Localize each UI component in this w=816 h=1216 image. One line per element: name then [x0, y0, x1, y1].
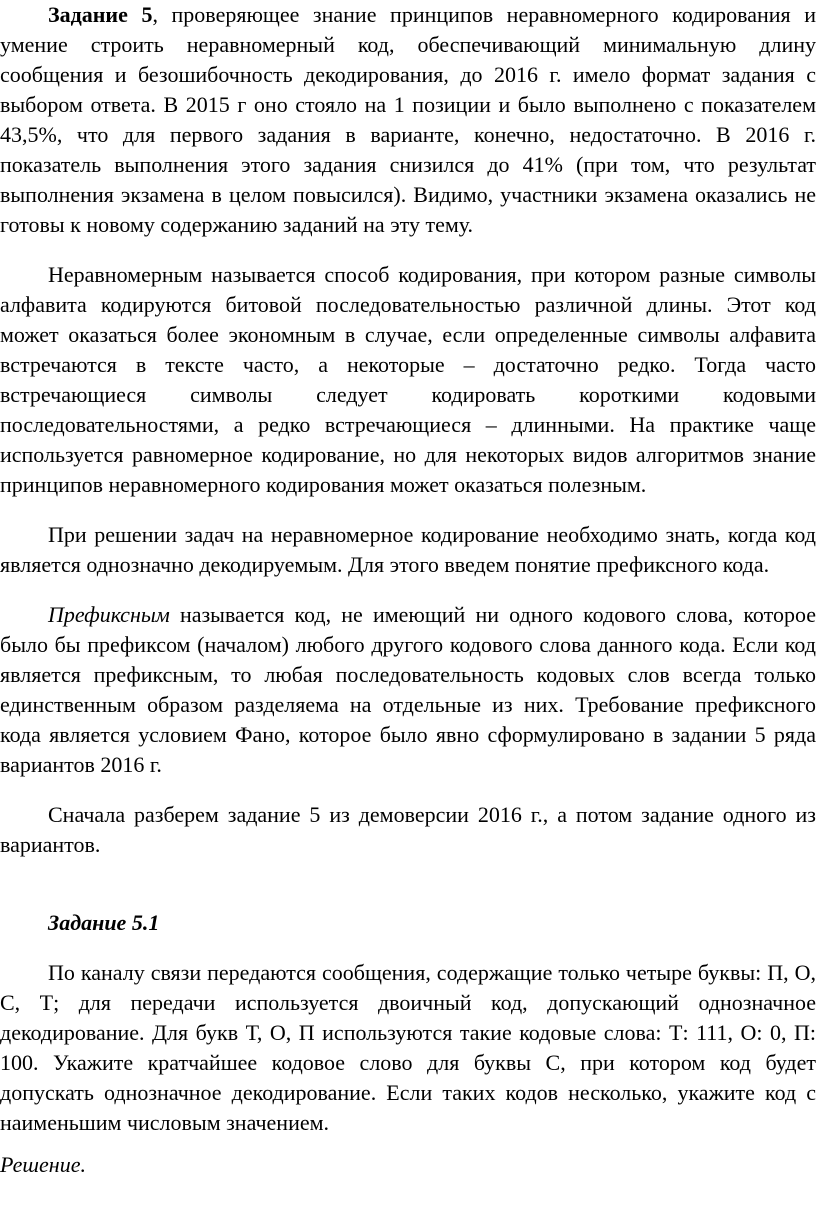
- prefix-term: Префиксным: [48, 602, 170, 627]
- paragraph-plan: Сначала разберем задание 5 из демоверсии 2016 г., а потом задание одного из вариантов.: [0, 802, 816, 857]
- paragraph-intro: [0, 0, 816, 240]
- task-label: Задание 5: [48, 2, 153, 27]
- paragraph-definition: Неравномерным называется способ кодирования, при котором разные символы алфавита кодируются битовой последовательностью различной длины. Этот код может оказаться более экономным в случае, если определенные символы алфавита встречаются в тексте часто, а некоторые – достаточно редко. Тогда часто встречающиеся символы следует кодировать короткими кодовыми последовательностями, а редко встречающиеся – длинными. На практике чаще используется равномерное кодирование, но для некоторых видов алгоритмов знание принципов неравномерного кодирования может оказаться полезным.: [0, 262, 816, 497]
- paragraph-task-statement: По каналу связи передаются сообщения, содержащие только четыре буквы: П, О, С, Т; для передачи используется двоичный код, допускающий однозначное декодирование. Для букв Т, О, П используются такие кодовые слова: Т: 111, О: 0, П: 100. Укажите кратчайшее кодовое слово для буквы С, при котором код будет допускать однозначное декодирование. Если таких кодов несколько, укажите код с наименьшим числовым значением.: [0, 960, 816, 1135]
- paragraph-decoding: При решении задач на неравномерное кодирование необходимо знать, когда код является однозначно декодируемым. Для этого введем понятие префиксного кода.: [0, 522, 816, 577]
- paragraph-intro-text: , проверяющее знание принципов неравномерного кодирования и умение строить неравномерный код, обеспечивающий минимальную длину сообщения и безошибочность декодирования, до 2016 г. имело формат задания с выбором ответа. В 2015 г оно стояло на 1 позиции и было выполнено с показателем 43,5%, что для первого задания в варианте, конечно, недостаточно. В 2016 г. показатель выполнения этого задания снизился до 41% (при том, что результат выполнения экзамена в целом повысился). Видимо, участники экзамена оказались не готовы к новому содержанию заданий на эту тему.: [0, 2, 816, 237]
- task-heading: Задание 5.1: [48, 910, 160, 935]
- paragraph-prefix-code: [0, 600, 816, 780]
- paragraph-prefix-code-text: называется код, не имеющий ни одного кодового слова, которое было бы префиксом (началом) любого другого кодового слова данного кода. Если код является префиксным, то любая последовательность кодовых слов всегда только единственным образом разделяема на отдельные из них. Требование префиксного кода является условием Фано, которое было явно сформулировано в задании 5 ряда вариантов 2016 г.: [0, 602, 816, 777]
- solution-label: Решение.: [0, 1152, 86, 1177]
